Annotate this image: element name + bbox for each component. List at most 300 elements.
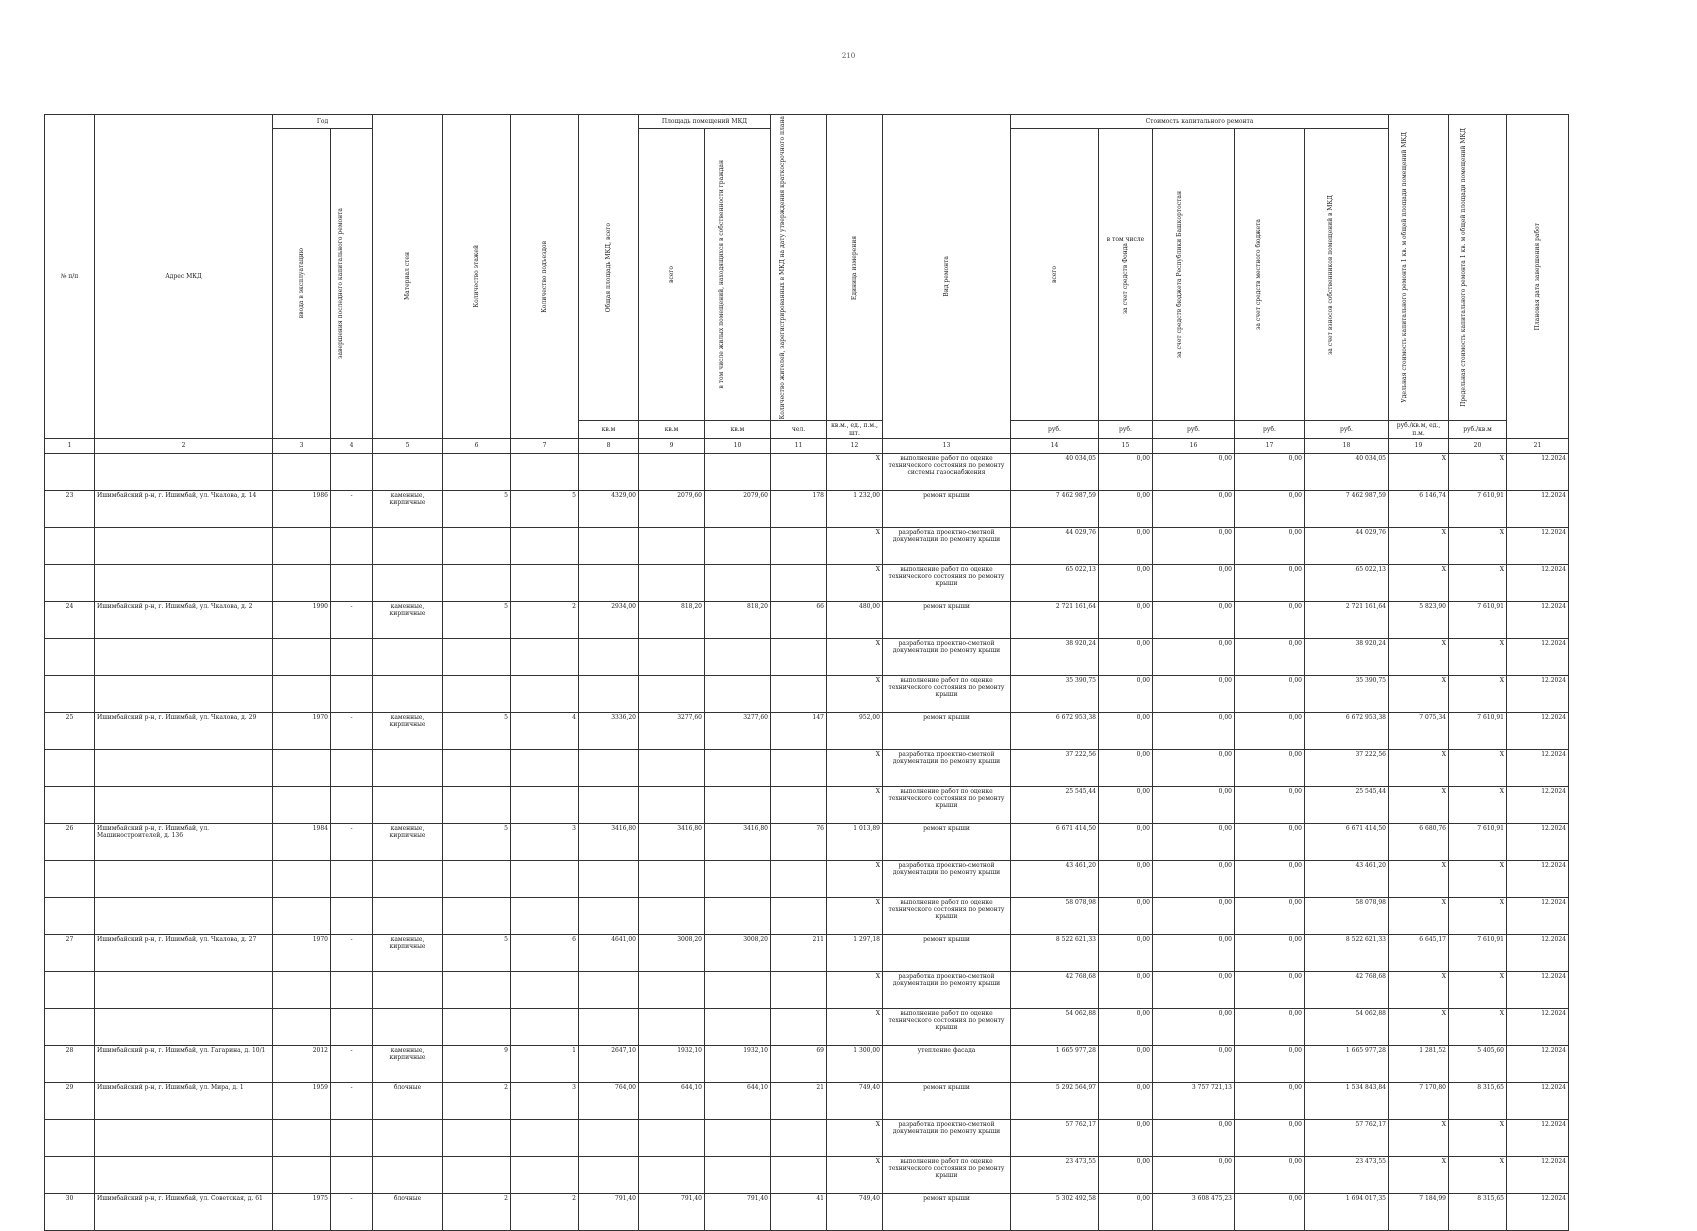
cell-col-15: 0,00 (1099, 453, 1153, 490)
cell-col-4 (331, 860, 373, 897)
cell-col-15: 0,00 (1099, 823, 1153, 860)
unit-unit-cost: руб./кв.м, ед., п.м. (1389, 421, 1449, 438)
cell-col-2 (95, 638, 273, 675)
header-work-type: Вид ремонта (883, 115, 1011, 439)
cell-col-21: 12.2024 (1507, 1193, 1569, 1230)
cell-col-20: 7 610,91 (1449, 712, 1507, 749)
cell-col-19: 6 146,74 (1389, 490, 1449, 527)
cell-col-16: 0,00 (1153, 564, 1235, 601)
cell-col-15: 0,00 (1099, 1045, 1153, 1082)
cell-col-8: 2647,10 (579, 1045, 639, 1082)
cell-col-15: 0,00 (1099, 490, 1153, 527)
column-index-cell: 9 (639, 438, 705, 453)
cell-col-3: 1970 (273, 712, 331, 749)
cell-col-17: 0,00 (1235, 527, 1305, 564)
cell-col-17: 0,00 (1235, 453, 1305, 490)
header-num: № п/п (45, 115, 95, 439)
cell-col-3 (273, 1008, 331, 1045)
cell-col-18: 25 545,44 (1305, 786, 1389, 823)
cell-col-9: 3416,80 (639, 823, 705, 860)
cell-col-3: 1984 (273, 823, 331, 860)
cell-col-21: 12.2024 (1507, 786, 1569, 823)
cell-col-6: 5 (443, 712, 511, 749)
header-address: Адрес МКД (95, 115, 273, 439)
table-row (45, 934, 1569, 971)
cell-col-14: 5 302 492,58 (1011, 1193, 1099, 1230)
table-row (45, 601, 1569, 638)
cell-col-9 (639, 638, 705, 675)
cell-col-7 (511, 453, 579, 490)
cell-col-13: разработка проектно-сметной документации по ремонту крыши (883, 971, 1011, 1008)
cell-col-17: 0,00 (1235, 1119, 1305, 1156)
cell-col-20: X (1449, 638, 1507, 675)
cell-col-5 (373, 897, 443, 934)
cell-col-10: 3277,60 (705, 712, 771, 749)
cell-col-9 (639, 1008, 705, 1045)
cell-col-7: 2 (511, 1193, 579, 1230)
cell-col-8 (579, 860, 639, 897)
cell-col-10 (705, 638, 771, 675)
cell-col-2 (95, 860, 273, 897)
cell-col-8: 791,40 (579, 1193, 639, 1230)
cell-col-3 (273, 971, 331, 1008)
cell-col-11: 211 (771, 934, 827, 971)
cell-col-15: 0,00 (1099, 934, 1153, 971)
header-year-commissioned: ввода в эксплуатацию (273, 129, 331, 439)
cell-col-4 (331, 749, 373, 786)
cell-col-19: X (1389, 1156, 1449, 1193)
header-year: Год (273, 115, 373, 129)
cell-col-7 (511, 1119, 579, 1156)
cell-col-14: 42 768,68 (1011, 971, 1099, 1008)
cell-col-11: 178 (771, 490, 827, 527)
table-row (45, 712, 1569, 749)
cell-col-8 (579, 786, 639, 823)
cell-col-9 (639, 860, 705, 897)
cell-col-11: 66 (771, 601, 827, 638)
cell-col-2 (95, 453, 273, 490)
cell-col-13: выполнение работ по оценке технического состояния по ремонту крыши (883, 786, 1011, 823)
cell-col-20: 7 610,91 (1449, 601, 1507, 638)
cell-col-3: 2012 (273, 1045, 331, 1082)
cell-col-19: 6 645,17 (1389, 934, 1449, 971)
cell-col-2: Ишимбайский р-н, г. Ишимбай, ул. Гагарина, д. 10/1 (95, 1045, 273, 1082)
cell-col-16: 0,00 (1153, 860, 1235, 897)
cell-col-7 (511, 1156, 579, 1193)
table-row (45, 823, 1569, 860)
cell-col-6 (443, 1119, 511, 1156)
cell-col-21: 12.2024 (1507, 934, 1569, 971)
cell-col-21: 12.2024 (1507, 1119, 1569, 1156)
cell-col-9 (639, 1119, 705, 1156)
unit-total-area: кв.м (579, 421, 639, 438)
table-row (45, 1082, 1569, 1119)
cell-col-9: 791,40 (639, 1193, 705, 1230)
cell-col-11 (771, 564, 827, 601)
cell-col-17: 0,00 (1235, 1193, 1305, 1230)
cell-col-11: 21 (771, 1082, 827, 1119)
unit-measure: кв.м., ед., п.м., шт. (827, 421, 883, 438)
cell-col-1 (45, 749, 95, 786)
header-area-subset: в том числе жилых помещений, находящихся в собственности граждан (705, 129, 771, 421)
cell-col-4: - (331, 1045, 373, 1082)
cell-col-5 (373, 527, 443, 564)
cell-col-1: 27 (45, 934, 95, 971)
cell-col-16: 0,00 (1153, 823, 1235, 860)
cell-col-17: 0,00 (1235, 1045, 1305, 1082)
cell-col-2 (95, 749, 273, 786)
cell-col-4: - (331, 712, 373, 749)
cell-col-10 (705, 786, 771, 823)
cell-col-12: 749,40 (827, 1082, 883, 1119)
cell-col-13: выполнение работ по оценке технического состояния по ремонту системы газоснабжения (883, 453, 1011, 490)
unit-cost-local: руб. (1235, 421, 1305, 438)
cell-col-13: ремонт крыши (883, 823, 1011, 860)
column-index-cell: 12 (827, 438, 883, 453)
cell-col-1 (45, 786, 95, 823)
cell-col-16: 0,00 (1153, 1156, 1235, 1193)
cell-col-18: 1 534 843,84 (1305, 1082, 1389, 1119)
cell-col-10: 791,40 (705, 1193, 771, 1230)
cell-col-7: 2 (511, 601, 579, 638)
cell-col-1 (45, 638, 95, 675)
cell-col-20: X (1449, 675, 1507, 712)
cell-col-20: X (1449, 1008, 1507, 1045)
cell-col-21: 12.2024 (1507, 675, 1569, 712)
cell-col-18: 57 762,17 (1305, 1119, 1389, 1156)
cell-col-1 (45, 1119, 95, 1156)
cell-col-1: 24 (45, 601, 95, 638)
cell-col-17: 0,00 (1235, 1082, 1305, 1119)
cell-col-1 (45, 1008, 95, 1045)
cell-col-11 (771, 749, 827, 786)
cell-col-15: 0,00 (1099, 786, 1153, 823)
cell-col-9 (639, 786, 705, 823)
cell-col-19: 1 281,52 (1389, 1045, 1449, 1082)
cell-col-18: 7 462 987,59 (1305, 490, 1389, 527)
cell-col-20: X (1449, 564, 1507, 601)
cell-col-16: 3 608 475,23 (1153, 1193, 1235, 1230)
cell-col-12: X (827, 860, 883, 897)
cell-col-11 (771, 527, 827, 564)
cell-col-10: 644,10 (705, 1082, 771, 1119)
cell-col-21: 12.2024 (1507, 490, 1569, 527)
cell-col-3 (273, 1119, 331, 1156)
table-row (45, 675, 1569, 712)
cell-col-12: X (827, 638, 883, 675)
cell-col-18: 37 222,56 (1305, 749, 1389, 786)
cell-col-11: 69 (771, 1045, 827, 1082)
cell-col-3 (273, 860, 331, 897)
cell-col-16: 0,00 (1153, 971, 1235, 1008)
cell-col-5: каменные, кирпичные (373, 823, 443, 860)
table-row (45, 1045, 1569, 1082)
header-cost-total: всего (1011, 129, 1099, 421)
header-cost-rb: за счет средств бюджета Республики Башкортостан (1153, 129, 1235, 421)
cell-col-19: X (1389, 675, 1449, 712)
cell-col-5: каменные, кирпичные (373, 1045, 443, 1082)
cell-col-14: 6 671 414,50 (1011, 823, 1099, 860)
cell-col-15: 0,00 (1099, 749, 1153, 786)
cell-col-15: 0,00 (1099, 601, 1153, 638)
cell-col-14: 58 078,98 (1011, 897, 1099, 934)
cell-col-2 (95, 527, 273, 564)
cell-col-4 (331, 675, 373, 712)
cell-col-9 (639, 971, 705, 1008)
header-deadline: Плановая дата завершения работ (1507, 115, 1569, 439)
cell-col-12: X (827, 971, 883, 1008)
cell-col-13: ремонт крыши (883, 934, 1011, 971)
cell-col-10 (705, 860, 771, 897)
cell-col-10: 2079,60 (705, 490, 771, 527)
cell-col-17: 0,00 (1235, 1156, 1305, 1193)
cell-col-11 (771, 675, 827, 712)
column-index-cell: 6 (443, 438, 511, 453)
cell-col-19: X (1389, 564, 1449, 601)
cell-col-15: 0,00 (1099, 971, 1153, 1008)
cell-col-3: 1959 (273, 1082, 331, 1119)
cell-col-21: 12.2024 (1507, 638, 1569, 675)
cell-col-10 (705, 564, 771, 601)
cell-col-14: 65 022,13 (1011, 564, 1099, 601)
cell-col-12: X (827, 749, 883, 786)
cell-col-5: каменные, кирпичные (373, 712, 443, 749)
cell-col-11 (771, 1008, 827, 1045)
cell-col-5 (373, 675, 443, 712)
cell-col-2: Ишимбайский р-н, г. Ишимбай, ул. Чкалова, д. 27 (95, 934, 273, 971)
table-row (45, 971, 1569, 1008)
cell-col-13: разработка проектно-сметной документации по ремонту крыши (883, 527, 1011, 564)
cell-col-4 (331, 453, 373, 490)
column-index-cell: 14 (1011, 438, 1099, 453)
unit-cost-total: руб. (1011, 421, 1099, 438)
cell-col-15: 0,00 (1099, 638, 1153, 675)
cell-col-17: 0,00 (1235, 749, 1305, 786)
repair-plan-table (44, 114, 1569, 1231)
cell-col-5: каменные, кирпичные (373, 934, 443, 971)
cell-col-10 (705, 453, 771, 490)
cell-col-9 (639, 749, 705, 786)
cell-col-9 (639, 675, 705, 712)
cell-col-6 (443, 749, 511, 786)
cell-col-21: 12.2024 (1507, 1082, 1569, 1119)
cell-col-17: 0,00 (1235, 1008, 1305, 1045)
cell-col-21: 12.2024 (1507, 1156, 1569, 1193)
column-index-cell: 8 (579, 438, 639, 453)
cell-col-14: 25 545,44 (1011, 786, 1099, 823)
unit-cost-rb: руб. (1153, 421, 1235, 438)
column-index-cell: 4 (331, 438, 373, 453)
cell-col-10: 818,20 (705, 601, 771, 638)
cell-col-17: 0,00 (1235, 638, 1305, 675)
cell-col-21: 12.2024 (1507, 712, 1569, 749)
cell-col-4: - (331, 490, 373, 527)
cell-col-16: 0,00 (1153, 934, 1235, 971)
cell-col-10 (705, 1156, 771, 1193)
cell-col-10 (705, 971, 771, 1008)
cell-col-7: 6 (511, 934, 579, 971)
header-floors: Количество этажей (443, 115, 511, 439)
cell-col-16: 0,00 (1153, 1008, 1235, 1045)
cell-col-5: каменные, кирпичные (373, 490, 443, 527)
cell-col-18: 2 721 161,64 (1305, 601, 1389, 638)
cell-col-19: X (1389, 749, 1449, 786)
table-row (45, 1156, 1569, 1193)
cell-col-14: 2 721 161,64 (1011, 601, 1099, 638)
cell-col-21: 12.2024 (1507, 1045, 1569, 1082)
header-total-area: Общая площадь МКД, всего (579, 115, 639, 421)
table-body (45, 453, 1569, 1230)
cell-col-12: X (827, 897, 883, 934)
cell-col-8 (579, 453, 639, 490)
cell-col-13: ремонт крыши (883, 712, 1011, 749)
cell-col-21: 12.2024 (1507, 527, 1569, 564)
cell-col-16: 0,00 (1153, 601, 1235, 638)
cell-col-15: 0,00 (1099, 1156, 1153, 1193)
cell-col-18: 44 029,76 (1305, 527, 1389, 564)
cell-col-18: 35 390,75 (1305, 675, 1389, 712)
cell-col-15: 0,00 (1099, 564, 1153, 601)
cell-col-4 (331, 971, 373, 1008)
column-index-cell: 7 (511, 438, 579, 453)
header-unit: Единица измерения (827, 115, 883, 421)
cell-col-18: 38 920,24 (1305, 638, 1389, 675)
cell-col-16: 0,00 (1153, 638, 1235, 675)
cell-col-16: 0,00 (1153, 1119, 1235, 1156)
cell-col-18: 54 062,88 (1305, 1008, 1389, 1045)
cell-col-4 (331, 786, 373, 823)
cell-col-3 (273, 749, 331, 786)
cell-col-6 (443, 675, 511, 712)
cell-col-19: X (1389, 1119, 1449, 1156)
column-index-cell: 20 (1449, 438, 1507, 453)
cell-col-5 (373, 786, 443, 823)
cell-col-1 (45, 860, 95, 897)
cell-col-20: 8 315,65 (1449, 1193, 1507, 1230)
cell-col-9: 1932,10 (639, 1045, 705, 1082)
cell-col-3: 1986 (273, 490, 331, 527)
table-row (45, 897, 1569, 934)
cell-col-12: 480,00 (827, 601, 883, 638)
cell-col-14: 44 029,76 (1011, 527, 1099, 564)
cell-col-5 (373, 1008, 443, 1045)
cell-col-13: утепление фасада (883, 1045, 1011, 1082)
cell-col-12: X (827, 1156, 883, 1193)
column-index-cell: 15 (1099, 438, 1153, 453)
cell-col-10: 3416,80 (705, 823, 771, 860)
column-index-cell: 2 (95, 438, 273, 453)
cell-col-1 (45, 971, 95, 1008)
cell-col-6 (443, 564, 511, 601)
cell-col-12: X (827, 786, 883, 823)
cell-col-9 (639, 453, 705, 490)
unit-area-total: кв.м (639, 421, 705, 438)
cell-col-2: Ишимбайский р-н, г. Ишимбай, ул. Советская, д. 61 (95, 1193, 273, 1230)
cell-col-12: 1 300,00 (827, 1045, 883, 1082)
cell-col-19: X (1389, 1008, 1449, 1045)
cell-col-2 (95, 897, 273, 934)
cell-col-2: Ишимбайский р-н, г. Ишимбай, ул. Чкалова, д. 14 (95, 490, 273, 527)
cell-col-8: 4641,00 (579, 934, 639, 971)
header-year-last-repair: завершения последнего капитального ремонта (331, 129, 373, 439)
cell-col-18: 40 034,05 (1305, 453, 1389, 490)
cell-col-8 (579, 564, 639, 601)
cell-col-15: 0,00 (1099, 527, 1153, 564)
table-row (45, 860, 1569, 897)
cell-col-17: 0,00 (1235, 712, 1305, 749)
table-row (45, 1193, 1569, 1230)
cell-col-3: 1975 (273, 1193, 331, 1230)
cell-col-2: Ишимбайский р-н, г. Ишимбай, ул. Чкалова, д. 29 (95, 712, 273, 749)
cell-col-7 (511, 971, 579, 1008)
cell-col-11 (771, 638, 827, 675)
cell-col-14: 54 062,88 (1011, 1008, 1099, 1045)
cell-col-14: 23 473,55 (1011, 1156, 1099, 1193)
header-entrances: Количество подъездов (511, 115, 579, 439)
cell-col-18: 1 694 017,35 (1305, 1193, 1389, 1230)
column-index-cell: 3 (273, 438, 331, 453)
cell-col-11: 41 (771, 1193, 827, 1230)
table-row (45, 1008, 1569, 1045)
table-row (45, 749, 1569, 786)
cell-col-8 (579, 675, 639, 712)
cell-col-8 (579, 1119, 639, 1156)
table-row (45, 786, 1569, 823)
column-index-cell: 17 (1235, 438, 1305, 453)
cell-col-10 (705, 675, 771, 712)
cell-col-6 (443, 1008, 511, 1045)
cell-col-17: 0,00 (1235, 823, 1305, 860)
cell-col-8 (579, 1008, 639, 1045)
cell-col-5 (373, 1156, 443, 1193)
cell-col-3 (273, 527, 331, 564)
cell-col-13: выполнение работ по оценке технического состояния по ремонту крыши (883, 1156, 1011, 1193)
cell-col-19: 7 075,34 (1389, 712, 1449, 749)
cell-col-18: 8 522 621,33 (1305, 934, 1389, 971)
cell-col-3: 1990 (273, 601, 331, 638)
header-cost-owners: за счет взносов собственников помещений в МКД (1305, 129, 1389, 421)
column-index-cell: 11 (771, 438, 827, 453)
cell-col-6: 2 (443, 1082, 511, 1119)
cell-col-21: 12.2024 (1507, 749, 1569, 786)
cell-col-7 (511, 564, 579, 601)
cell-col-4 (331, 1008, 373, 1045)
cell-col-7: 5 (511, 490, 579, 527)
cell-col-2: Ишимбайский р-н, г. Ишимбай, ул. Чкалова, д. 2 (95, 601, 273, 638)
cell-col-12: 1 013,89 (827, 823, 883, 860)
cell-col-12: X (827, 527, 883, 564)
cell-col-15: 0,00 (1099, 675, 1153, 712)
cell-col-15: 0,00 (1099, 860, 1153, 897)
cell-col-12: X (827, 675, 883, 712)
cell-col-11 (771, 453, 827, 490)
cell-col-6: 5 (443, 490, 511, 527)
cell-col-14: 1 665 977,28 (1011, 1045, 1099, 1082)
cell-col-4: - (331, 934, 373, 971)
cell-col-3 (273, 897, 331, 934)
cell-col-18: 65 022,13 (1305, 564, 1389, 601)
cell-col-12: 1 232,00 (827, 490, 883, 527)
cell-col-6: 5 (443, 823, 511, 860)
cell-col-11 (771, 860, 827, 897)
cell-col-4: - (331, 1193, 373, 1230)
table-row (45, 638, 1569, 675)
cell-col-5 (373, 860, 443, 897)
cell-col-1 (45, 897, 95, 934)
cell-col-20: 7 610,91 (1449, 934, 1507, 971)
cell-col-19: 5 823,90 (1389, 601, 1449, 638)
page-number: 210 (841, 52, 856, 60)
